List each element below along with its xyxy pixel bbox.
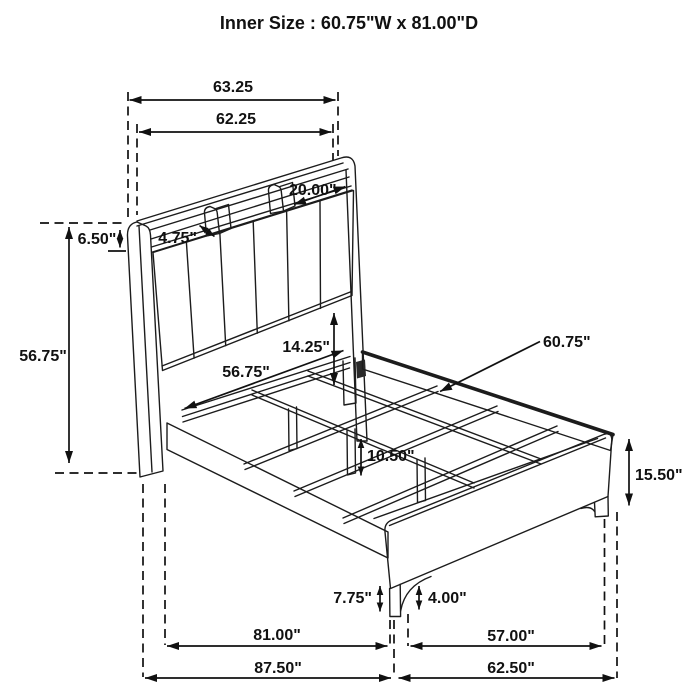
diagram-title: Inner Size : 60.75"W x 81.00"D	[219, 13, 479, 33]
dim-footboard-inner-width: 57.00"	[487, 628, 535, 645]
dim-support-leg-height: 10.50"	[367, 448, 415, 465]
dim-headboard-height: 56.75"	[19, 348, 67, 365]
extension-lines	[40, 92, 617, 678]
footboard-left-leg	[390, 584, 401, 616]
dim-footboard-height: 15.50"	[635, 467, 683, 484]
dim-headboard-overall-width: 63.25	[212, 79, 254, 96]
dim-footboard-width: 62.50"	[487, 660, 535, 677]
dim-headboard-panel-width: 62.25	[215, 111, 257, 128]
dim-shelf-opening-width: 20.00"	[289, 182, 337, 199]
cross-slat	[343, 426, 557, 518]
center-rail	[252, 390, 474, 483]
dim-front-leg-height: 7.75"	[333, 590, 372, 607]
dim-slat-inner-width: 60.75"	[543, 334, 591, 351]
dim-shelf-divider-depth: 4.75"	[158, 230, 197, 247]
dim-foot-clearance: 4.00"	[428, 590, 467, 607]
dim-inner-depth: 81.00"	[253, 627, 301, 644]
side-rail-far	[363, 352, 614, 435]
dimension-labels	[19, 13, 682, 677]
bed-frame-drawing	[167, 352, 613, 617]
center-rail	[308, 371, 541, 459]
dim-rail-drop-height: 14.25"	[282, 339, 330, 356]
dim-shelf-height: 6.50"	[77, 231, 117, 248]
dim-overall-depth: 87.50"	[254, 660, 302, 677]
dim-headboard-inner-width: 56.75"	[222, 364, 270, 381]
